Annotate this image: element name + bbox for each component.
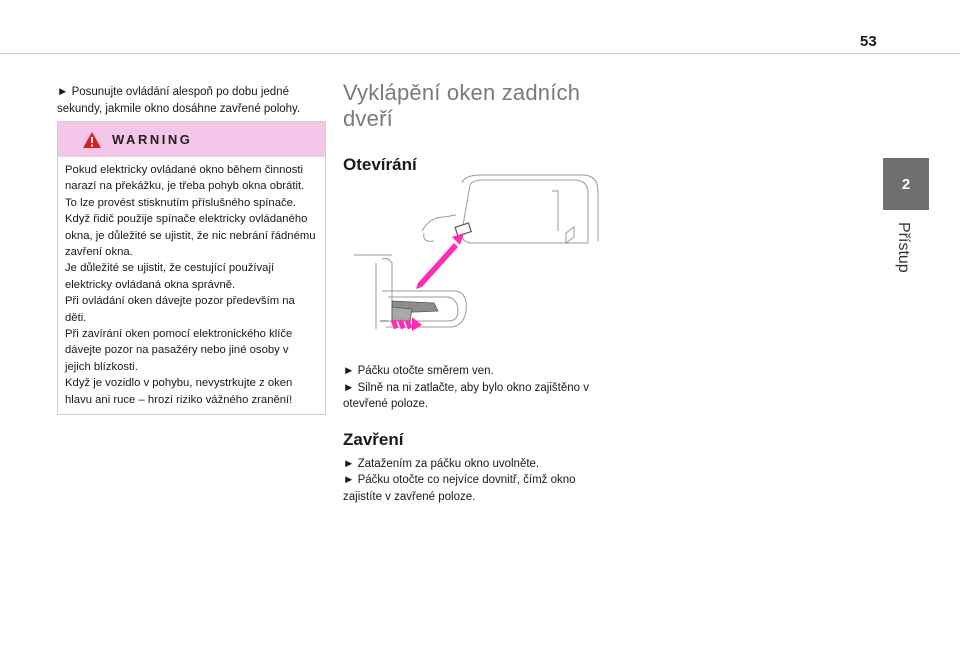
- header-divider: [0, 53, 960, 54]
- page-number: 53: [860, 33, 877, 50]
- warning-paragraph: Při zavírání oken pomocí elektronického klíče dávejte pozor na pasažéry nebo jiné osoby v jejich blízkosti.: [65, 328, 293, 373]
- warning-box: [57, 121, 326, 415]
- warning-paragraph: Je důležité se ujistit, že cestující používají elektricky ovládaná okna správně.: [65, 262, 275, 291]
- opening-title: Otevírání: [343, 155, 417, 174]
- section-title: Vyklápění oken zadních dveří: [343, 80, 581, 131]
- warning-header: [58, 122, 325, 157]
- warning-paragraph: Když řidič použije spínače elektricky ovládaného okna, je důležité se ujistit, že nic nebrání řádnému zavření okna.: [65, 213, 316, 259]
- opening-step: ► Páčku otočte směrem ven.: [343, 365, 494, 377]
- window-latch-illustration: [352, 171, 600, 331]
- left-column: [57, 84, 327, 118]
- warning-paragraph: Při ovládání oken dávejte pozor především na děti.: [65, 295, 295, 324]
- warning-triangle-icon: [82, 131, 102, 149]
- closing-title: Zavření: [343, 429, 404, 449]
- intro-text: ► Posunujte ovládání alespoň po dobu jedné sekundy, jakmile okno dosáhne zavřené polohy.: [57, 86, 301, 115]
- warning-body: [58, 157, 325, 408]
- warning-title: WARNING: [112, 132, 193, 147]
- opening-step: ► Silně na ni zatlačte, aby bylo okno zajištěno v otevřené poloze.: [343, 381, 589, 410]
- warning-paragraph: Pokud elektricky ovládané okno během činnosti narazí na překážku, je třeba pohyb okna obrátit. To lze provést stisknutím příslušného spínače.: [65, 164, 305, 209]
- chapter-tab-label: [894, 222, 916, 282]
- warning-paragraph: Když je vozidlo v pohybu, nevystrkujte z oken hlavu ani ruce – hrozí riziko vážného zranění!: [65, 377, 293, 406]
- chapter-title: Přístup: [895, 222, 912, 273]
- closing-step: ► Páčku otočte co nejvíce dovnitř, čímž okno zajistíte v zavřené poloze.: [343, 474, 576, 503]
- closing-step: ► Zatažením za páčku okno uvolněte.: [343, 457, 540, 470]
- chapter-tab[interactable]: 2: [883, 158, 929, 210]
